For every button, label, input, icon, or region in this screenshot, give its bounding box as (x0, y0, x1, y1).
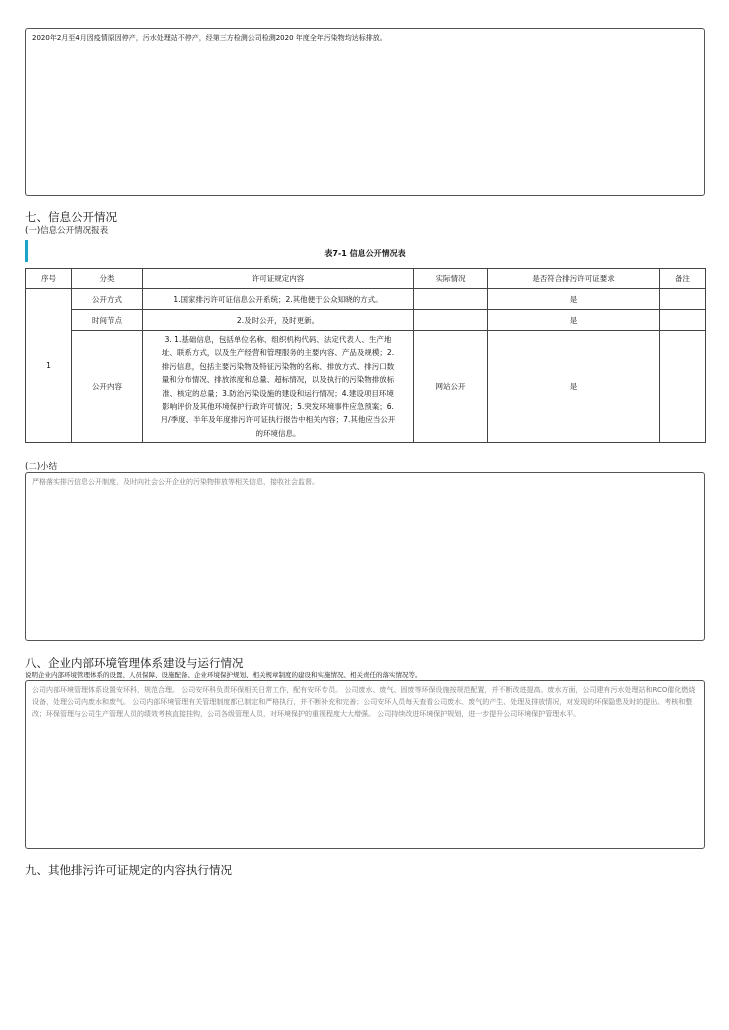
row-content-multiline (143, 331, 414, 443)
row-actual (414, 310, 488, 331)
row-compliant: 是 (488, 310, 660, 331)
row-category: 公开内容 (72, 331, 143, 443)
section9-heading: 九、其他排污许可证规定的内容执行情况 (25, 863, 232, 877)
row-compliant: 是 (488, 289, 660, 310)
row-compliant: 是 (488, 331, 660, 443)
info-disclosure-table (25, 268, 706, 443)
emission-summary-text: 2020年2月至4月因疫情原因停产，污水处理站不停产，经第三方检测公司检测2020 年度全年污染物均达标排放。 (32, 34, 387, 42)
content-line: 的环境信息。 (255, 428, 301, 438)
row-category: 时间节点 (72, 310, 143, 331)
emission-summary-box (25, 28, 705, 196)
header-actual: 实际情况 (414, 269, 488, 289)
summary-text: 严格落实排污信息公开制度，及时向社会公开企业的污染物排放等相关信息，接收社会监督。 (32, 478, 319, 486)
content-line: 影响评价及其他环境保护行政许可情况；5.突发环境事件应急预案；6. (162, 402, 394, 412)
content-line: 准、核定的总量；3.防治污染设施的建设和运行情况；4.建设项目环境 (162, 388, 394, 398)
content-line: 3. 1.基础信息，包括单位名称、组织机构代码、法定代表人、生产地 (164, 335, 392, 344)
content-line: 排污信息，包括主要污染物及特征污染物的名称、排放方式、排污口数 (161, 361, 395, 371)
table-title: 表7-1 信息公开情况表 (324, 249, 406, 258)
section7-sub2: (二)小结 (25, 462, 58, 472)
header-compliant: 是否符合排污许可证要求 (488, 269, 660, 289)
management-text: 公司内部环境管理体系设置安环科，规范合理。 公司安环科负责环保相关日常工作，配有安环专员。 公司废水、废气、固废等环保设施按规范配置，并不断改进提高。废水方面，公司建有污水处理站和RCO催化燃烧设备，处理公司内废水和废气。 公司内部环境管理有关管理制度都已制定和严格执行，并不断补充和完善；公司安环人员每天查看公司废水、废气的产生、处理及排放情况，对发现的环保隐患及时的提出、考核和整改；环保管理与公司生产管理人员的绩效考核直接挂钩，公司各级管理人员，对环境保护的重视程度大大增强。 公司持续改进环境保护规划，进一步提升公司环境保护管理水平。 (32, 686, 696, 718)
content-line: 月/季度、半年及年度排污许可证执行报告中相关内容；7.其他应当公开 (160, 415, 396, 425)
row-category: 公开方式 (72, 289, 143, 310)
content-line: 址、联系方式，以及生产经营和管理服务的主要内容、产品及规模；2. (161, 348, 395, 358)
table-header-row (26, 269, 706, 289)
section8-note: 说明企业内部环境管理体系的设置、人员保障、设施配备、企业环境保护规划、相关规章制度的建设和实施情况、相关责任的落实情况等。 (25, 671, 422, 679)
row-actual (414, 289, 488, 310)
row-remark (660, 310, 706, 331)
table-row (26, 289, 706, 310)
row-remark (660, 331, 706, 443)
section7-sub1: (一)信息公开情况报表 (25, 226, 109, 236)
section8-heading: 八、企业内部环境管理体系建设与运行情况 (25, 656, 244, 670)
table-row (26, 331, 706, 443)
management-box (25, 680, 705, 849)
header-category: 分类 (72, 269, 143, 289)
header-index: 序号 (26, 269, 72, 289)
row-remark (660, 289, 706, 310)
row-actual: 网站公开 (414, 331, 488, 443)
section7-heading: 七、信息公开情况 (25, 210, 117, 224)
section-accent-bar (25, 240, 28, 262)
header-remark: 备注 (660, 269, 706, 289)
header-content: 许可证规定内容 (143, 269, 414, 289)
row-content: 1.国家排污许可证信息公开系统；2.其他便于公众知晓的方式。 (143, 289, 414, 310)
table-row (26, 310, 706, 331)
row-content: 2.及时公开，及时更新。 (143, 310, 414, 331)
row-index: 1 (26, 289, 72, 443)
content-line: 量和分布情况、排放浓度和总量、超标情况，以及执行的污染物排放标 (161, 375, 395, 385)
summary-box (25, 472, 705, 641)
